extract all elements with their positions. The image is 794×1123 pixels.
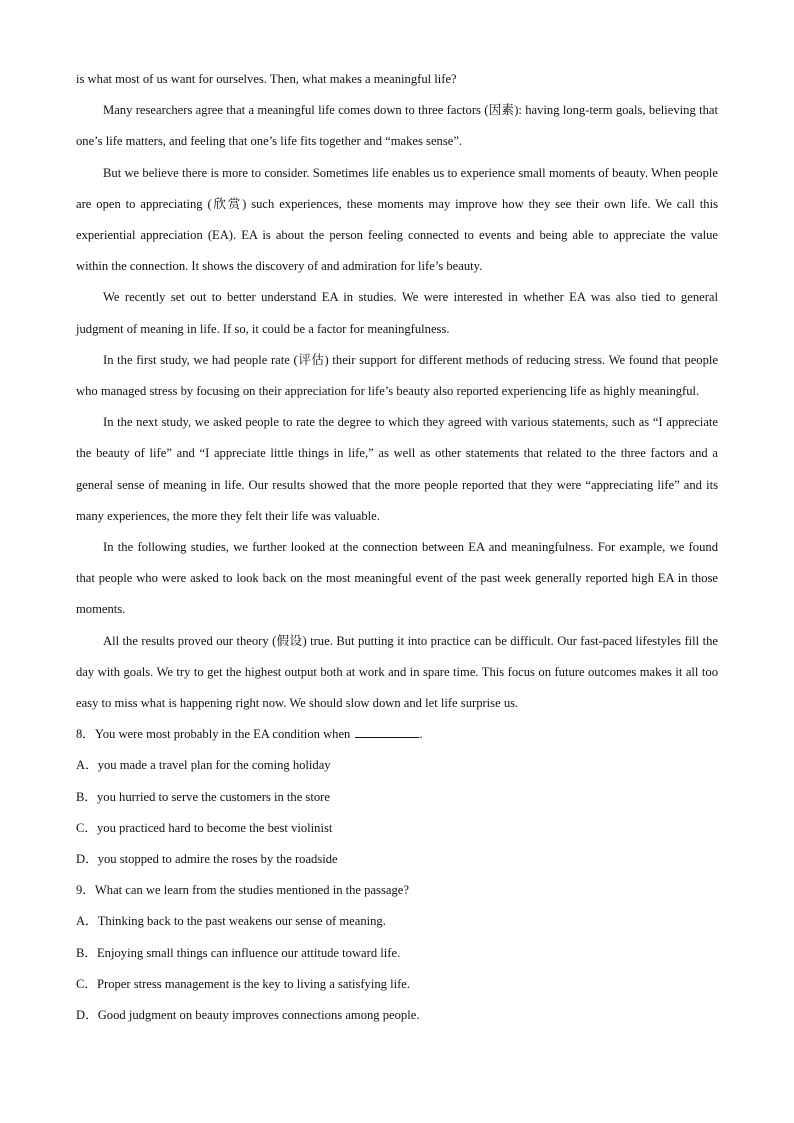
passage-paragraph-6: In the next study, we asked people to rate the degree to which they agreed with various statements, such as “I appreciate the beauty of life” and “I appreciate little things in life,” as well as other statements that related to the three factors and a general sense of meaning in life. Our results showed that the more people reported that they were “appreciating life” and its many experiences, the more they felt their life was valuable.: [76, 415, 718, 523]
passage-paragraph-3: But we believe there is more to consider. Sometimes life enables us to experience small moments of beauty. When people are open to appreciating (欣赏) such experiences, these moments may improve how they see their own life. We call this experiential appreciation (EA). EA is about the person feeling connected to events and being able to appreciate the value within the connection. It shows the discovery of and admiration for life’s beauty.: [76, 165, 718, 274]
question-9-option-b: B．Enjoying small things can influence our attitude toward life.: [76, 945, 401, 960]
passage-paragraph-8: All the results proved our theory (假设) true. But putting it into practice can be difficult. Our fast-paced lifestyles fill the day with goals. We try to get the highest output both at work and in spare time. This focus on future outcomes makes it all too easy to miss what is happening right now. We should slow down and let life surprise us.: [76, 633, 718, 711]
question-8-option-b: B．you hurried to serve the customers in the store: [76, 789, 330, 804]
passage-paragraph-1: is what most of us want for ourselves. Then, what makes a meaningful life?: [76, 72, 457, 86]
question-8-stem: [76, 719, 718, 750]
question-9-option-c: C．Proper stress management is the key to living a satisfying life.: [76, 976, 411, 991]
question-9-stem: 9．What can we learn from the studies mentioned in the passage?: [76, 883, 409, 898]
question-8-option-c: C．you practiced hard to become the best violinist: [76, 820, 333, 835]
question-8-option-d: D．you stopped to admire the roses by the roadside: [76, 852, 338, 867]
question-8: [76, 719, 718, 875]
question-9-option-d: D．Good judgment on beauty improves connections among people.: [76, 1008, 420, 1023]
question-9-option-a: A．Thinking back to the past weakens our sense of meaning.: [76, 914, 386, 929]
passage: [76, 64, 718, 719]
passage-paragraph-2: Many researchers agree that a meaningful life comes down to three factors (因素): having long-term goals, believing that one’s life matters, and feeling that one’s life fits together and “makes sense”.: [76, 103, 718, 149]
question-8-stem-end: .: [419, 727, 423, 742]
question-8-option-a: A．you made a travel plan for the coming holiday: [76, 758, 331, 773]
question-8-stem-text: 8．You were most probably in the EA condition when: [76, 727, 351, 742]
passage-paragraph-4: We recently set out to better understand EA in studies. We were interested in whether EA was also tied to general judgment of meaning in life. If so, it could be a factor for meaningfulness.: [76, 290, 718, 336]
passage-paragraph-5: In the first study, we had people rate (评估) their support for different methods of reducing stress. We found that people who managed stress by focusing on their appreciation for life’s beauty also reported experiencing life as highly meaningful.: [76, 352, 718, 399]
passage-paragraph-7: In the following studies, we further looked at the connection between EA and meaningfulness. For example, we found that people who were asked to look back on the most meaningful event of the past week generally reported high EA in those moments.: [76, 540, 718, 617]
answer-blank: [355, 727, 419, 738]
question-9: [76, 875, 718, 1031]
